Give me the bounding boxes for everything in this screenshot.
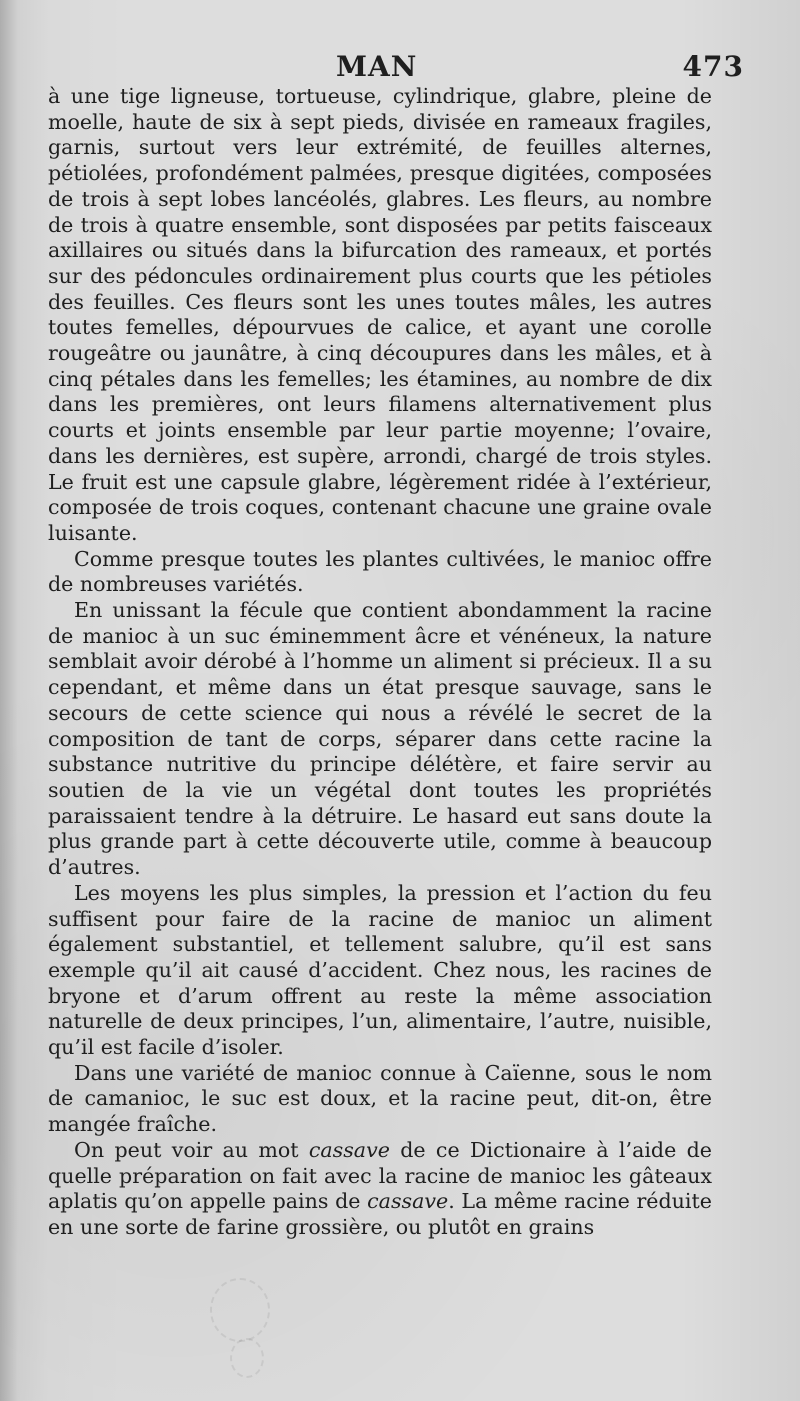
running-title: MAN: [336, 50, 418, 83]
italic-term-cassave-2: cassave: [367, 1189, 449, 1214]
paragraph-4: Les moyens les plus simples, la pression et l’action du feu suffisent pour faire de la racine de manioc un aliment également substantiel, et tellement salubre, qu’il est sans exemple qu’il ait causé d’accident. Chez nous, les racines de bryone et d’arum offrent au reste la même association naturelle de deux principes, l’un, alimentaire, l’autre, nuisible, qu’il est facile d’isoler.: [48, 880, 712, 1060]
paragraph-3: En unissant la fécule que contient abondamment la racine de manioc à un suc éminemment âcre et vénéneux, la nature semblait avoir dérobé à l’homme un aliment si précieux. Il a su cependant, et même dans un état presque sauvage, sans le secours de cette science qui nous a révélé le secret de la composition de tant de corps, séparer dans cette racine la substance nutritive du principe délétère, et faire servir au soutien de la vie un végétal dont toutes les propriétés paraissaient tendre à la détruire. Le hasard eut sans doute la plus grande part à cette découverte utile, comme à beaucoup d’autres.: [48, 598, 712, 880]
paragraph-6: [48, 1138, 712, 1241]
paragraph-6-part-1: On peut voir au mot: [74, 1137, 309, 1162]
paragraph-6-part-3: . La même racine réduite en une sorte de farine grossière, ou plutôt en grains: [48, 1189, 712, 1239]
body-text: [48, 84, 712, 1241]
paragraph-2: Comme presque toutes les plantes cultivées, le manioc offre de nombreuses variétés.: [48, 546, 712, 597]
paper-smudge: [210, 1278, 270, 1342]
paper-smudge-small: [230, 1338, 264, 1378]
italic-term-cassave-1: cassave: [308, 1137, 390, 1162]
paragraph-6-part-2: de ce Dictionaire à l’aide de quelle préparation on fait avec la racine de manioc les gâteaux aplatis qu’on appelle pains de: [48, 1137, 712, 1214]
page-number: 473: [682, 50, 744, 83]
paragraph-1: à une tige ligneuse, tortueuse, cylindrique, glabre, pleine de moelle, haute de six à sept pieds, divisée en rameaux fragiles, garnis, surtout vers leur extrémité, de feuilles alternes, pétiolées, profondément palmées, presque digitées, composées de trois à sept lobes lancéolés, glabres. Les fleurs, au nombre de trois à quatre ensemble, sont disposées par petits faisceaux axillaires ou situés dans la bifurcation des rameaux, et portés sur des pédoncules ordinairement plus courts que les pétioles des feuilles. Ces fleurs sont les unes toutes mâles, les autres toutes femelles, dépourvues de calice, et ayant une corolle rougeâtre ou jaunâtre, à cinq découpures dans les mâles, et à cinq pétales dans les femelles; les étamines, au nombre de dix dans les premières, ont leurs filamens alternativement plus courts et joints ensemble par leur partie moyenne; l’ovaire, dans les dernières, est supère, arrondi, chargé de trois styles. Le fruit est une capsule glabre, légèrement ridée à l’extérieur, composée de trois coques, contenant chacune une graine ovale luisante.: [48, 84, 712, 545]
paragraph-5: Dans une variété de manioc connue à Caïenne, sous le nom de camanioc, le suc est doux, et la racine peut, dit-on, être mangée fraîche.: [48, 1060, 712, 1137]
